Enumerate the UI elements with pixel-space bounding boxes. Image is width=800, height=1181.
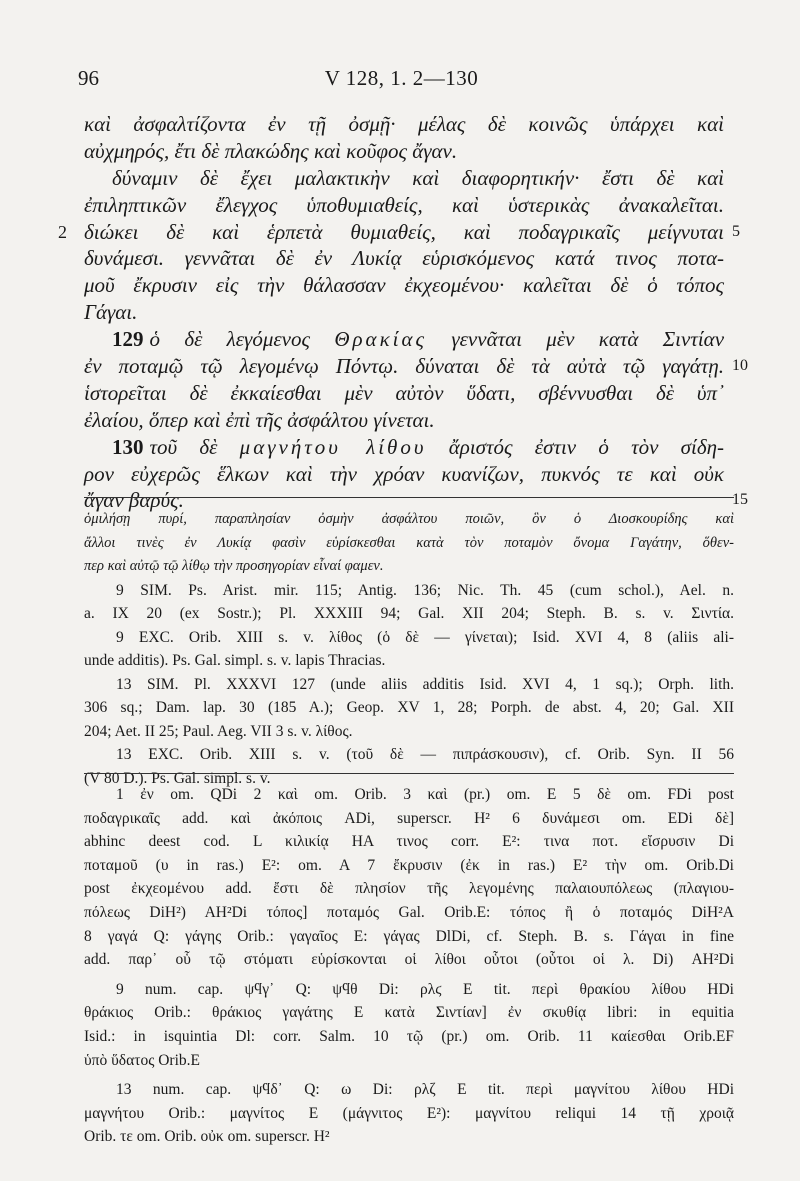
main-text-line	[84, 407, 724, 434]
testimonia-line: 204; Aet. II 25; Paul. Aeg. VII 3 s. v. λίθος.	[84, 722, 353, 740]
apparatus-line: ποδαγρικαῖς add. καὶ ἀκόποις ADi, superscr. H² 6 δυνάμεσι om. EDi δὲ]	[84, 809, 734, 827]
apparatus-line: 9 num. cap. ψϥγ᾽ Q: ψϥθ Di: ρλϛ E tit. περὶ θρακίου λίθου HDi	[116, 980, 734, 998]
margin-line-number: 10	[732, 357, 748, 375]
testimonia-line: περ καὶ αὐτῷ τῷ λίθῳ τὴν προσηγορίαν εἶναί φαμεν.	[84, 558, 384, 574]
line-text: Γάγαι.	[84, 300, 138, 325]
main-text-line	[84, 192, 724, 219]
testimonia-apparatus	[84, 508, 734, 790]
main-text-line	[84, 461, 724, 488]
apparatus-line: add. παρ᾽ οὗ τῷ στόματι εὑρίσκονται οἱ λίθοι οὗτοι (οὗτοι οἱ λ. Di) AH²Di	[84, 951, 734, 969]
testimonia-line: (V 80 D.). Ps. Gal. simpl. s. v.	[84, 769, 271, 787]
apparatus-line: 13 num. cap. ψϥδ᾽ Q: ω Di: ρλζ E tit. περὶ μαγνίτου λίθου HDi	[116, 1081, 734, 1099]
apparatus-line: ποταμοῦ (υ in ras.) E²: om. A 7 ἔκρυσιν (ἐκ in ras.) E² τὴν om. Orib.Di	[84, 856, 734, 874]
testimonia-line: a. IX 20 (ex Sostr.); Pl. XXXIII 94; Gal. XII 204; Steph. B. s. v. Σιντία.	[84, 605, 734, 622]
line-text: ρον εὐχερῶς ἕλκων καὶ τὴν χρόαν κυανίζων, πυκνός τε καὶ οὐκ	[84, 461, 724, 486]
apparatus-line: 1 ἐν om. QDi 2 καὶ om. Orib. 3 καὶ (pr.) om. E 5 δὲ om. FDi post	[116, 786, 734, 803]
testimonia-line: 9 EXC. Orib. XIII s. v. λίθος (ὁ δὲ — γίνεται); Isid. XVI 4, 8 (aliis ali-	[116, 628, 734, 646]
apparatus-line: Isid.: in isquintia Dl: corr. Salm. 10 τῷ (pr.) om. Orib. 11 καίεσθαι Orib.EF	[84, 1027, 734, 1045]
main-text-line	[84, 245, 724, 272]
testimonia-line: ὁμιλήσῃ πυρί, παραπλησίαν ὀσμὴν ἀσφάλτου ποιῶν, ὃν ὁ Διοσκουρίδης καὶ	[84, 511, 734, 527]
line-text: ἐν ποταμῷ τῷ λεγομένῳ Πόντῳ. δύναται δὲ τὰ αὐτὰ τῷ γαγάτῃ.	[84, 354, 724, 379]
main-text	[58, 111, 748, 514]
critical-apparatus	[84, 783, 734, 1149]
apparatus-line: πόλεως DiH²) AH²Di τόπος] ποταμός Gal. Orib.E: τόπος ἢ ὁ ποταμός DiH²A	[84, 903, 734, 921]
apparatus-line: θράκιος Orib.: θράκιος γαγάτης E κατὰ Σιντίαν] ἐν σκυθίᾳ libri: in equitia	[84, 1004, 734, 1022]
line-text: ἐλαίου, ὅπερ καὶ ἐπὶ τῆς ἀσφάλτου γίνεται.	[84, 407, 435, 432]
testimonia-line: 13 SIM. Pl. XXXVI 127 (unde aliis additis Isid. XVI 4, 1 sq.); Orph. lith.	[116, 675, 734, 693]
line-text: δυνάμεσι. γεννᾶται δὲ ἐν Λυκίᾳ εὑρισκόμενος κατά τινος ποτα-	[84, 246, 724, 271]
line-text: τοῦ δὲ	[149, 434, 218, 459]
main-text-line	[84, 299, 724, 326]
main-text-line	[58, 219, 740, 246]
line-text: ἄγαν βαρύς.	[84, 488, 184, 513]
line-text: δύναμιν δὲ ἔχει μαλακτικὴν καὶ διαφορητικήν· ἔστι δὲ καὶ	[112, 165, 724, 190]
spaced-heading-term: Θρακίας	[334, 327, 428, 352]
testimonia-line: unde additis). Ps. Gal. simpl. s. v. lapis Thracias.	[84, 652, 386, 669]
section-number: 129	[112, 327, 144, 352]
testimonia-line: ἄλλοι τινὲς ἐν Λυκίᾳ φασὶν εὑρίσκεσθαι κατὰ τὸν ποταμὸν ὄνομα Γαγάτην, ὅθεν-	[84, 534, 734, 551]
line-text: ὁ δὲ λεγόμενος	[149, 327, 310, 352]
line-text: αὐχμηρός, ἔτι δὲ πλακώδης καὶ κοῦφος ἄγαν.	[84, 138, 458, 163]
line-text-continued: γεννᾶται μὲν κατὰ Σιντίαν	[451, 327, 725, 352]
apparatus-line: post ἐκχεομένου add. ἔστι δὲ πλησίον τῆς λεγομένης παλαιουπόλεως (πλαγιου-	[84, 880, 734, 898]
apparatus-line: 8 γαγά Q: γάγης Orib.: γαγαῖος E: γάγας DlDi, cf. Steph. B. s. Γάγαι in fine	[84, 927, 734, 945]
page-number: 96	[78, 66, 99, 90]
line-text: καὶ ἀσφαλτίζοντα ἐν τῇ ὀσμῇ· μέλας δὲ κοινῶς ὑπάρχει καὶ	[84, 112, 724, 136]
running-head: V 128, 1. 2—130	[324, 66, 479, 90]
main-text-rule	[84, 497, 734, 498]
main-text-line	[84, 326, 724, 353]
apparatus-line: Orib. τε om. Orib. οὐκ om. superscr. H²	[84, 1128, 330, 1146]
main-text-line	[84, 111, 724, 138]
testimonia-line: 306 sq.; Dam. lap. 30 (185 A.); Geop. XV 1, 28; Porph. de abst. 4, 20; Gal. XII	[84, 699, 734, 716]
main-text-line	[84, 380, 724, 407]
main-text-line	[84, 353, 748, 380]
testimonia-line: 9 SIM. Ps. Arist. mir. 115; Antig. 136; Nic. Th. 45 (cum schol.), Ael. n.	[116, 581, 734, 599]
line-text: διώκει δὲ καὶ ἑρπετὰ θυμιαθείς, καὶ ποδαγρικαῖς μείγνυται	[84, 219, 724, 244]
margin-paragraph-number: 2	[58, 221, 67, 242]
main-text-line	[84, 138, 724, 165]
main-text-line	[84, 165, 724, 192]
spaced-heading-term: μαγνήτου λίθου	[239, 434, 427, 459]
testimonia-line: 13 EXC. Orib. XIII s. v. (τοῦ δὲ — πιπράσκουσιν), cf. Orib. Syn. II 56	[116, 746, 734, 763]
apparatus-line: μαγνήτου Orib.: μαγνίτος E (μάγνιτος E²): μαγνίτου reliqui 14 τῇ χροιᾷ	[84, 1104, 734, 1122]
line-text: μοῦ ἔκρυσιν εἰς τὴν θάλασσαν ἐκχεομένου· καλεῖται δὲ ὁ τόπος	[84, 273, 724, 298]
apparatus-line: ὑπὸ ὕδατος Orib.E	[84, 1051, 200, 1069]
page-header	[78, 66, 725, 94]
section-number: 130	[112, 434, 144, 459]
line-text: ἱστορεῖται δὲ ἐκκαίεσθαι μὲν αὐτὸν ὕδατι, σβέννυσθαι δὲ ὑπ᾽	[84, 380, 724, 405]
line-text: ἐπιληπτικῶν ἔλεγχος ὑποθυμιαθείς, καὶ ὑστερικὰς ἀνακαλεῖται.	[84, 192, 724, 217]
margin-line-number: 15	[732, 491, 748, 509]
main-text-line	[84, 434, 724, 461]
apparatus-rule	[84, 773, 734, 774]
line-text-continued: ἄριστός ἐστιν ὁ τὸν σίδη-	[448, 434, 724, 459]
apparatus-line: abhinc deest cod. L κιλικίᾳ HA τινος corr. E²: τινα ποτ. εἴσρυσιν Di	[84, 833, 734, 851]
margin-line-number: 5	[732, 222, 740, 240]
main-text-line	[84, 272, 724, 299]
